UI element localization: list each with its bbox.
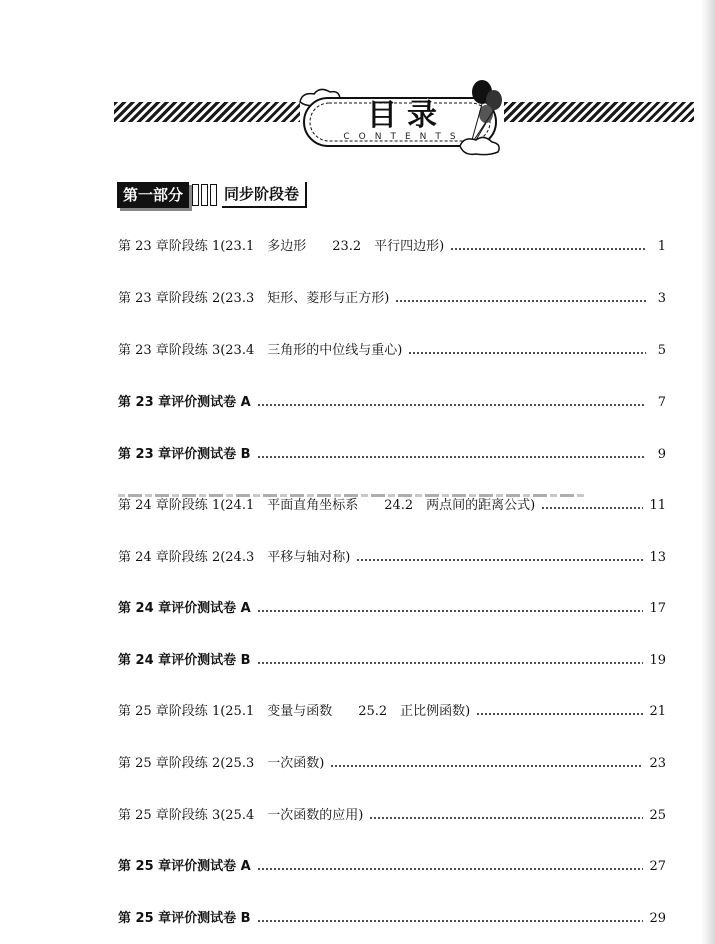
toc-entry-page-number: 1 xyxy=(657,239,666,254)
toc-entry-page-number: 9 xyxy=(657,447,666,462)
dot-leader xyxy=(257,404,646,406)
dot-leader xyxy=(476,713,643,715)
contents-subtitle: CONTENTS xyxy=(343,132,465,142)
toc-entry-page-number: 23 xyxy=(649,756,666,771)
hatch-band-left xyxy=(114,102,300,122)
toc-entry[interactable] xyxy=(118,852,666,874)
toc-entry[interactable] xyxy=(118,491,666,513)
section-heading xyxy=(117,180,307,210)
toc-entry-page-number: 17 xyxy=(649,601,666,616)
toc-entry[interactable] xyxy=(118,284,666,306)
dot-leader xyxy=(408,352,646,354)
toc-entry[interactable] xyxy=(118,336,666,358)
toc-entry[interactable] xyxy=(118,543,666,565)
toc-entry-title: 第 25 章评价测试卷 B xyxy=(118,911,251,926)
toc-entry[interactable] xyxy=(118,232,666,254)
section-label: 第一部分 xyxy=(117,182,189,208)
title-badge xyxy=(294,80,510,158)
toc-entry-title: 第 24 章评价测试卷 A xyxy=(118,601,251,616)
toc-entry-title: 第 23 章评价测试卷 B xyxy=(118,447,251,462)
toc-entry[interactable] xyxy=(118,440,666,462)
hatch-band-right xyxy=(504,102,694,122)
toc-entry-title: 第 23 章阶段练 1(23.1 多边形 23.2 平行四边形) xyxy=(118,239,445,254)
toc-entry[interactable] xyxy=(118,749,666,771)
toc-entry-title: 第 23 章评价测试卷 A xyxy=(118,395,251,410)
dot-leader xyxy=(257,610,644,612)
dot-leader xyxy=(356,559,643,561)
toc-entry-title: 第 24 章阶段练 2(24.3 平移与轴对称) xyxy=(118,550,351,565)
dot-leader xyxy=(369,817,643,819)
toc-entry-title: 第 25 章阶段练 1(25.1 变量与函数 25.2 正比例函数) xyxy=(118,704,471,719)
dot-leader xyxy=(257,868,644,870)
dot-leader xyxy=(257,920,644,922)
dot-leader xyxy=(257,456,646,458)
toc-entry-page-number: 19 xyxy=(649,653,666,668)
toc-entry[interactable] xyxy=(118,801,666,823)
dot-leader xyxy=(257,662,644,664)
toc-entry[interactable] xyxy=(118,388,666,410)
toc-entry-page-number: 21 xyxy=(649,704,666,719)
toc-entry[interactable] xyxy=(118,697,666,719)
toc-entry-page-number: 3 xyxy=(657,291,666,306)
dot-leader xyxy=(395,300,646,302)
dot-leader xyxy=(330,765,643,767)
section-bars-decoration xyxy=(192,184,219,206)
section-title: 同步阶段卷 xyxy=(222,182,307,208)
toc-entry-title: 第 25 章评价测试卷 A xyxy=(118,859,251,874)
toc-entry-page-number: 29 xyxy=(649,911,666,926)
toc-entry-title: 第 25 章阶段练 2(25.3 一次函数) xyxy=(118,756,325,771)
contents-header xyxy=(0,68,715,158)
toc-entry-page-number: 13 xyxy=(649,550,666,565)
toc-entry-title: 第 24 章阶段练 1(24.1 平面直角坐标系 24.2 两点间的距离公式) xyxy=(118,498,536,513)
toc-entry-page-number: 27 xyxy=(649,859,666,874)
toc-entry-page-number: 25 xyxy=(649,808,666,823)
toc-entry-title: 第 24 章评价测试卷 B xyxy=(118,653,251,668)
toc-entry[interactable] xyxy=(118,646,666,668)
contents-title: 目录 xyxy=(367,98,447,133)
toc-entry-title: 第 23 章阶段练 2(23.3 矩形、菱形与正方形) xyxy=(118,291,390,306)
toc-entry-page-number: 5 xyxy=(657,343,666,358)
toc-entry-page-number: 7 xyxy=(657,395,666,410)
toc-entry-page-number: 11 xyxy=(649,498,666,513)
toc-entry-title: 第 25 章阶段练 3(25.4 一次函数的应用) xyxy=(118,808,364,823)
toc-entry[interactable] xyxy=(118,594,666,616)
dot-leader xyxy=(541,507,643,509)
toc-entry[interactable] xyxy=(118,904,666,926)
dot-leader xyxy=(450,248,646,250)
toc-entry-title: 第 23 章阶段练 3(23.4 三角形的中位线与重心) xyxy=(118,343,403,358)
